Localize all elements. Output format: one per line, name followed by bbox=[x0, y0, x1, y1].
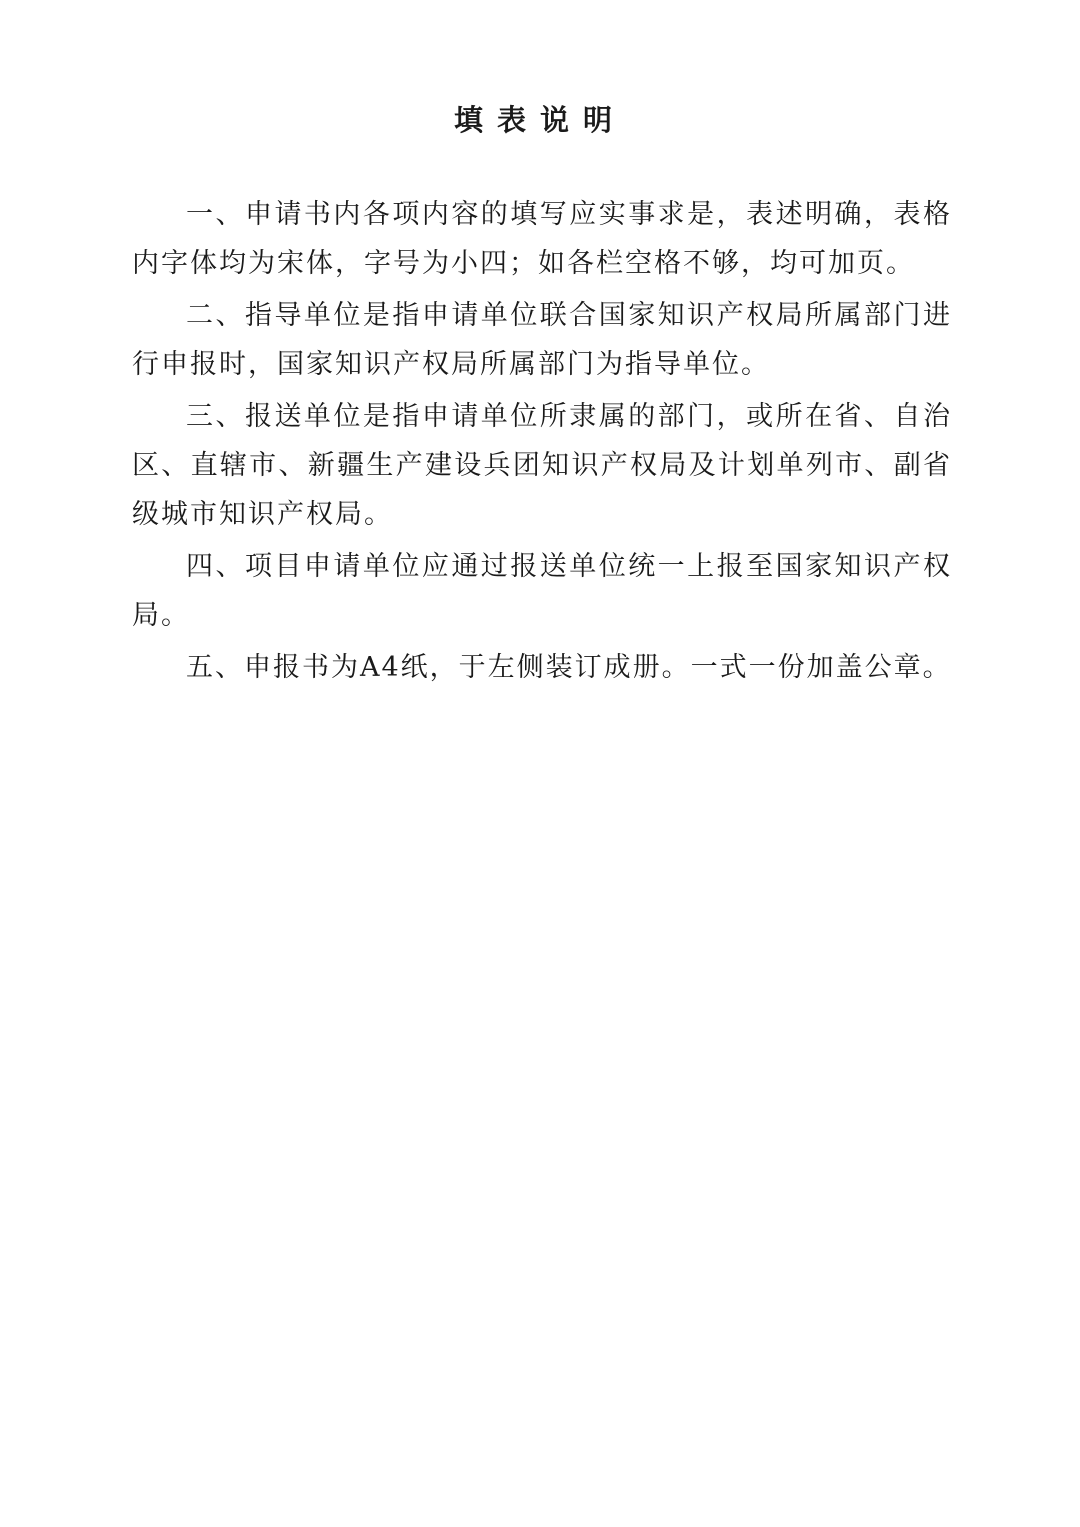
instruction-paragraph-4: 四、项目申请单位应通过报送单位统一上报至国家知识产权局。 bbox=[132, 551, 952, 631]
instruction-paragraph-5: 五、申报书为A4纸，于左侧装订成册。一式一份加盖公章。 bbox=[186, 652, 952, 683]
instruction-paragraph-2: 二、指导单位是指申请单位联合国家知识产权局所属部门进行申报时，国家知识产权局所属部门为指导单位。 bbox=[132, 300, 952, 380]
instruction-paragraph-3: 三、报送单位是指申请单位所隶属的部门，或所在省、自治区、直辖市、新疆生产建设兵团知识产权局及计划单列市、副省级城市知识产权局。 bbox=[132, 401, 952, 530]
instructions-body bbox=[132, 190, 952, 695]
document-title: 填表说明 bbox=[453, 103, 626, 137]
instruction-paragraph-1: 一、申请书内各项内容的填写应实事求是，表述明确，表格内字体均为宋体，字号为小四；如各栏空格不够，均可加页。 bbox=[132, 199, 952, 279]
